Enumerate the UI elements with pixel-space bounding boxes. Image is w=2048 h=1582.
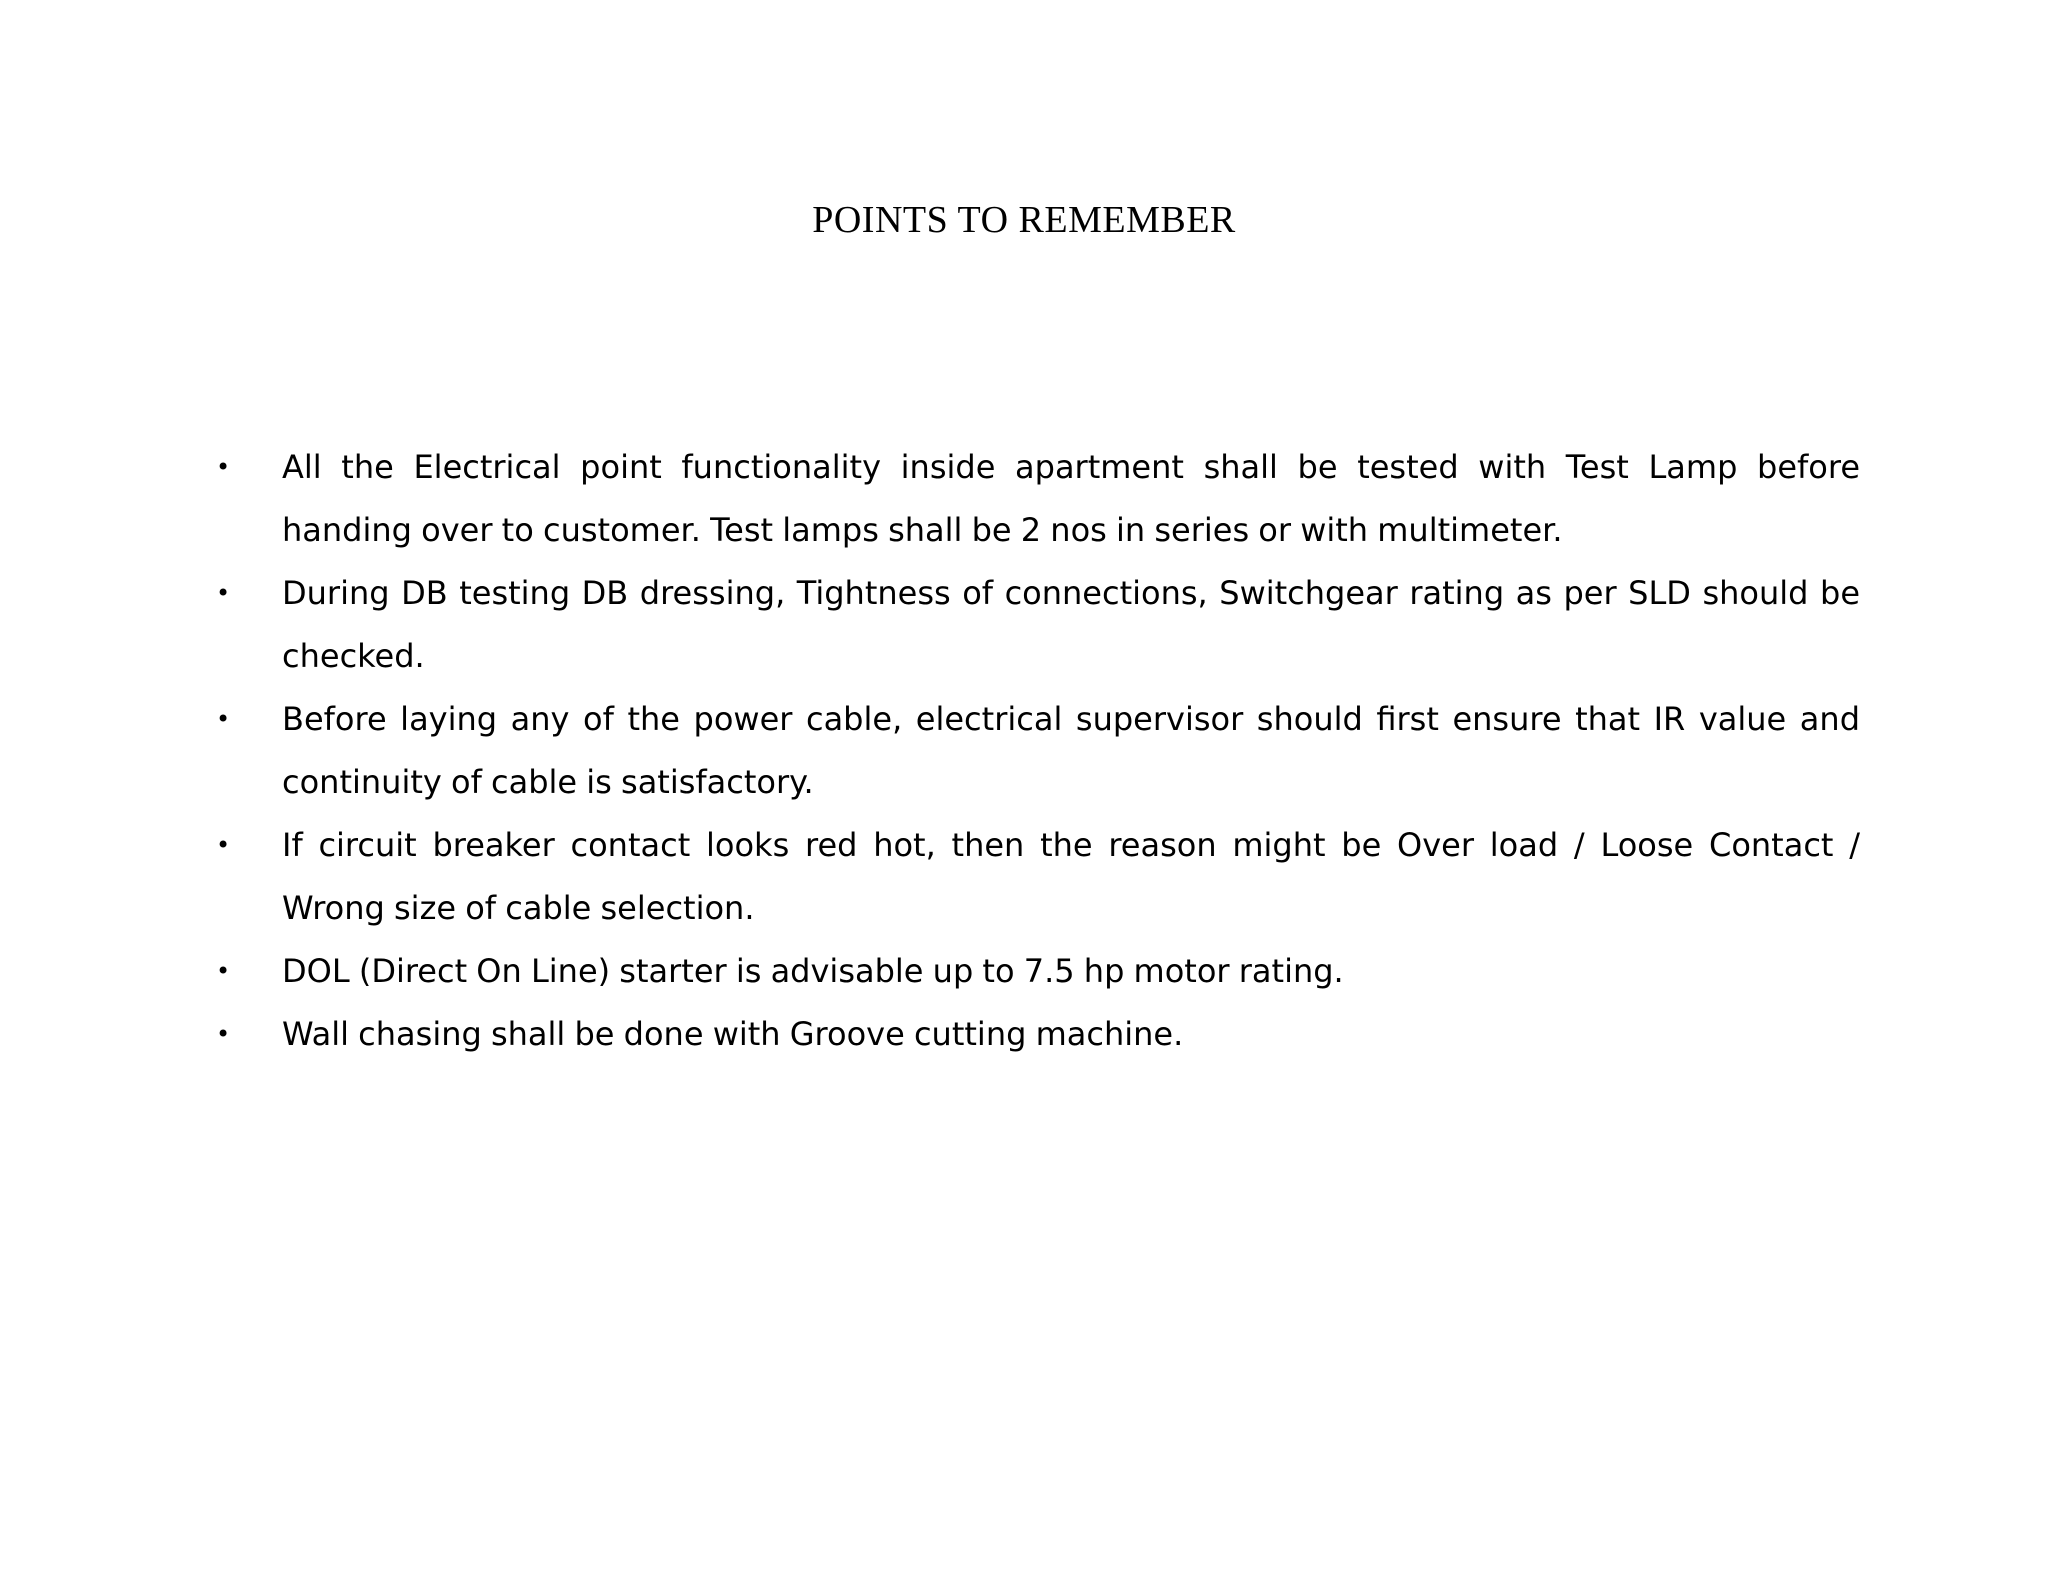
bullet-icon: • [216,957,231,985]
bullet-icon: • [216,1020,231,1048]
bullet-icon: • [216,831,231,859]
bullet-icon: • [216,453,231,481]
point-text: Before laying any of the power cable, electrical supervisor should first ensure that IR value and continuity of cable is satisfactory. [282,700,1860,801]
point-text: DOL (Direct On Line) starter is advisable up to 7.5 hp motor rating. [282,952,1344,990]
page-title: POINTS TO REMEMBER [812,199,1236,241]
point-text: If circuit breaker contact looks red hot, then the reason might be Over load / Loose Contact / Wrong size of cable selection. [282,826,1860,927]
list-item [210,940,1860,1003]
list-item [210,562,1860,688]
points-list [210,436,1860,1066]
list-item [210,688,1860,814]
bullet-icon: • [216,579,231,607]
point-text: Wall chasing shall be done with Groove cutting machine. [282,1015,1184,1053]
point-text: All the Electrical point functionality inside apartment shall be tested with Test Lamp before handing over to customer. Test lamps shall be 2 nos in series or with multimeter. [282,448,1860,549]
bullet-icon: • [216,705,231,733]
list-item [210,814,1860,940]
list-item [210,436,1860,562]
list-item [210,1003,1860,1066]
point-text: During DB testing DB dressing, Tightness of connections, Switchgear rating as per SLD should be checked. [282,574,1860,675]
